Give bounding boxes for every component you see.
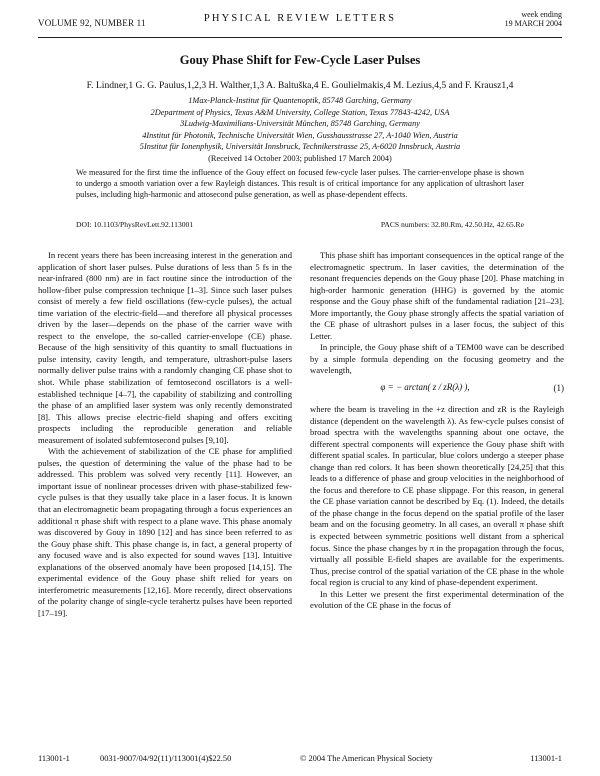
volume-issue: VOLUME 92, NUMBER 11 (38, 18, 146, 28)
paragraph: This phase shift has important consequences in the optical range of the electromagnetic spectrum. In laser cavities, the determination of the resonant frequencies depends on the Gouy phase [20]. Phase matching in high-order harmonic generation (HHG) is governed by the atomic response and the Gouy phase shift of the fundamental radiation [21–23]. More importantly, the Gouy phase strongly affects the spatial variation of the CE phase of ultrashort pulses in a laser focus, the subject of this Letter. (310, 250, 564, 341)
affiliation: 3Ludwig-Maximilians-Universität München, 85748 Garching, Germany (180, 119, 420, 129)
doi-link[interactable]: DOI: 10.1103/PhysRevLett.92.113001 (76, 220, 194, 229)
pacs-numbers: PACS numbers: 32.80.Rm, 42.50.Hz, 42.65.Re (380, 220, 524, 229)
affiliation: 1Max-Planck-Institut für Quantenoptik, 85748 Garching, Germany (188, 96, 412, 105)
affiliations (38, 95, 562, 165)
week-ending-date: 19 MARCH 2004 (504, 19, 562, 28)
equation-1 (310, 379, 564, 401)
paragraph: In recent years there has been increasing interest in the generation and application of short laser pulses. Pulse durations of less than 5 fs in the near-infrared (800 nm) are in fact routine since the introduction of the hollow-fiber pulse compression technique [1–3]. Since such laser pulses consist of merely a few field oscillations (few-cycle pulses), the actual time variation of the electric-field—and therefore all physical processes driven by the laser—depends on the phase of the carrier wave with respect to the envelope, the so-called carrier-envelope (CE) phase. Because of the high sensitivity of this quantity to small fluctuations in pulse intensity, cavity length, and temperature, ultrashort-pulse lasers normally deliver pulse trains with a randomly changing CE phase shot to shot. While phase stabilization of femtosecond oscillators is a well-established technique [4–7], the capability of stabilizing and controlling the phase of an amplified laser system was only recently demonstrated [8]. This allows precise electric-field shaping and offers exciting prospects including the reproducible generation and reliable measurement of isolated subfemtosecond pulses [9,10]. (38, 250, 292, 445)
paragraph: In this Letter we present the first experimental determination of the evolution of the CE phase in the focus of (310, 588, 564, 611)
page-number-right: 113001-1 (530, 754, 562, 763)
received-dates: (Received 14 October 2003; published 17 March 2004) (208, 153, 392, 163)
paragraph: With the achievement of stabilization of the CE phase for amplified pulses, the question of determining the value of the phase had to be addressed. This problem was solved very recently [11]. However, an important issue of nonlinear processes driven with phase-stabilized few-cycle pulses is that they usually take place in a laser focus. It is known that an electromagnetic beam propagating through a focus experiences an additional π phase shift with respect to a plane wave. This phase anomaly was discovered by Gouy in 1890 [12] and has since been referred to as the Gouy phase shift. This phase change is, in fact, a general property of any focused wave and is also expected for sound waves [13]. Intuitive explanations of the observed anomaly have been proposed [14,15]. The experimental evidence of the Gouy phase shift relied for years on interferometric measurements [12,16]. More recently, direct observations of the polarity change of single-cycle terahertz pulses have been reported [17–19]. (38, 446, 292, 618)
issue-date (505, 10, 562, 28)
body-column-left (38, 250, 292, 620)
page-number-left: 113001-1 (38, 754, 70, 763)
author-list: F. Lindner,1 G. G. Paulus,1,2,3 H. Walther,1,3 A. Baltuška,4 E. Goulielmakis,4 M. Lezius,4,5 and F. Krausz1,4 (86, 80, 514, 91)
affiliation: 5Institut für Ionenphysik, Universität Innsbruck, Technikerstrasse 25, A-6020 Innsbruck, Austria (139, 142, 461, 152)
body-column-right (310, 250, 564, 612)
abstract: We measured for the first time the influence of the Gouy effect on focused few-cycle laser pulses. The carrier-envelope phase is shown to undergo a smooth variation over a few Rayleigh distances. This result is of critical importance for any application of ultrashort laser pulses, including high-harmonic and attosecond pulse generation, as well as phase-dependent effects. (76, 168, 524, 199)
journal-name: PHYSICAL REVIEW LETTERS (203, 13, 397, 24)
affiliation: 4Institut für Photonik, Technische Universität Wien, Gusshausstrasse 27, A-1040 Wien, Austria (142, 130, 458, 140)
header-rule (38, 37, 562, 38)
article-code: 0031-9007/04/92(11)/113001(4)$22.50 (100, 754, 232, 763)
paragraph: where the beam is traveling in the +z direction and zR is the Rayleigh distance (dependent on the wavelength λ). As few-cycle pulses consist of broad spectra with the wavelengths spanning about one octave, the different spectral components will experience the Gouy phase shift with different spatial scales. In particular, blue colors undergo a steeper phase change than red colors. It has been shown theoretically [24,25] that this leads to a difference of phase and group velocities in the neighborhood of the focus and therefore to CE phase slippage. For this reason, in general the CE phase variation cannot be described by Eq. (1). Indeed, the details of the phase change in the focus depend on the spatial profile of the laser beam and on the focusing geometry. In all cases, an overall π phase shift is expected between symmetric positions well distant from a spherical focus. Since the phase changes by π in the propagation through the focus, virtually all possible E-field shapes are available for the experiments. Thus, precise control of the spatial variation of the CE phase in the whole focal region is crucial to any kind of phase-dependent experiment. (310, 404, 564, 588)
copyright: © 2004 The American Physical Society (300, 754, 433, 763)
equation-body: φ = − arctan( z / zR(λ) ), (380, 382, 470, 393)
running-head (38, 6, 562, 36)
article-title: Gouy Phase Shift for Few-Cycle Laser Pulses (179, 53, 421, 67)
equation-number: (1) (553, 383, 564, 394)
paragraph: In principle, the Gouy phase shift of a TEM00 wave can be described by a simple formula depending on the focusing geometry and the wavelength, (310, 342, 564, 376)
week-ending-label: week ending (521, 10, 562, 19)
affiliation: 2Department of Physics, Texas A&M University, College Station, Texas 77843-4242, USA (150, 107, 450, 117)
